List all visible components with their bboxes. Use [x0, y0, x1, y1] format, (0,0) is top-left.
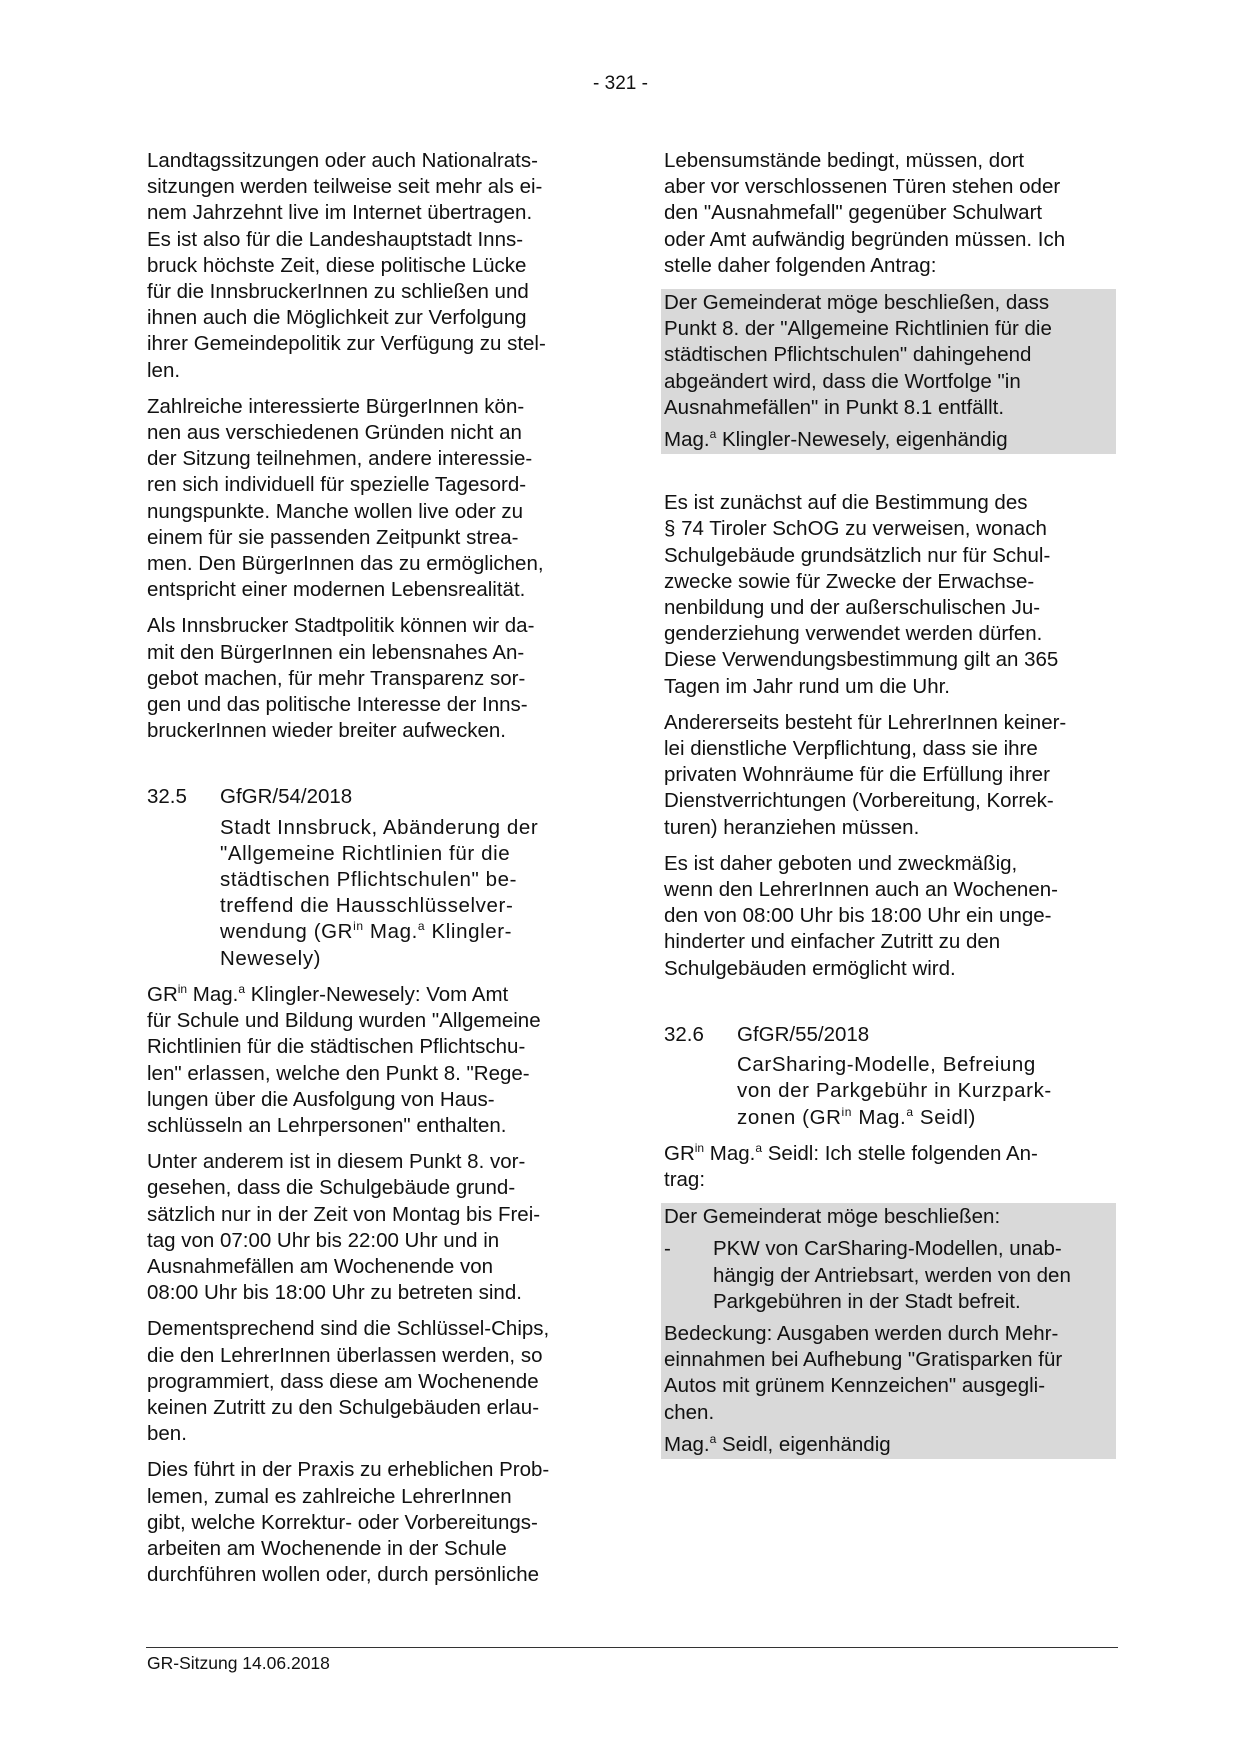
title-text: CarSharing-Modelle, Befreiung von der Parkgebühr in Kurzpark- zonen (GR [737, 1053, 1052, 1129]
footer-divider [146, 1647, 1118, 1648]
agenda-item-32-5 [147, 784, 592, 971]
motion-box [661, 289, 1116, 454]
paragraph [147, 982, 592, 1139]
paragraph: Es ist zunächst auf die Bestimmung des § 74 Tiroler SchOG zu verweisen, wonach Schulgebäude grundsätzlich nur für Schul- zwecke sowie für Zwecke der Erwachse- nenbildung und der außerschulischen Ju- genderziehung verwendet werden dürfen. Diese Verwendungsbestimmung gilt an 365 Tagen im Jahr rund um die Uhr. [664, 491, 1059, 698]
paragraph: Zahlreiche interessierte BürgerInnen kön- nen aus verschiedenen Gründen nicht an der Sitzung teilnehmen, andere interessie- ren sich individuell für spezielle Tagesord- nungspunkte. Manche wollen live oder zu einem für sie passenden Zeitpunkt strea- men. Den BürgerInnen das zu ermöglichen, entspricht einer modernen Lebensrealität. [147, 394, 544, 602]
list-item-text: PKW von CarSharing-Modellen, unab- hängig der Antriebsart, werden von den Parkgebühren in der Stadt befreit. [713, 1237, 1071, 1313]
speaker-text: GR [664, 1141, 695, 1165]
agenda-item-code: GfGR/55/2018 [737, 1022, 870, 1046]
motion-signature [664, 427, 1114, 453]
motion-intro: Der Gemeinderat möge beschließen: [664, 1205, 1001, 1229]
paragraph: Es ist daher geboten und zweckmäßig, wenn den LehrerInnen auch an Wochenen- den von 08:00 Uhr bis 18:00 Uhr ein unge- hinderter und einfacher Zutritt zu den Schulgebäuden ermöglicht wird. [664, 851, 1058, 980]
speaker-superscript: in [694, 1140, 705, 1155]
signature-text: Mag. [664, 428, 710, 452]
agenda-item-32-6 [664, 1022, 1116, 1131]
left-column [147, 148, 592, 1598]
title-text: Seidl) [913, 1105, 976, 1129]
speaker-superscript: in [177, 981, 188, 996]
motion-signature [664, 1432, 1114, 1458]
footer-text: GR-Sitzung 14.06.2018 [147, 1653, 330, 1673]
agenda-item-heading [147, 784, 592, 810]
speaker-superscript: a [755, 1140, 763, 1155]
speaker-text: Mag. [704, 1141, 756, 1165]
title-text: Mag. [363, 920, 418, 944]
page-number: - 321 - [593, 73, 648, 94]
paragraph [664, 1141, 1116, 1193]
speaker-text: Mag. [187, 982, 239, 1006]
title-superscript: a [417, 919, 426, 934]
agenda-item-title [220, 815, 592, 972]
paragraph-text: Seidl: Ich stelle folgenden An- trag: [664, 1141, 1038, 1191]
paragraph: Lebensumstände bedingt, müssen, dort aber vor verschlossenen Türen stehen oder den "Ausnahmefall" gegenüber Schulwart oder Amt aufwändig begründen müssen. Ich stelle daher folgenden Antrag: [664, 149, 1066, 277]
paragraph: Dementsprechend sind die Schlüssel-Chips, die den LehrerInnen überlassen werden, so programmiert, dass diese am Wochenende keinen Zutritt zu den Schulgebäuden erlau- ben. [147, 1317, 550, 1446]
paragraph: Unter anderem ist in diesem Punkt 8. vor- gesehen, dass die Schulgebäude grund- sätzlich nur in der Zeit von Montag bis Frei- tag von 07:00 Uhr bis 22:00 Uhr und in Ausnahmefällen am Wochenende von 08:00 Uhr bis 18:00 Uhr zu betreten sind. [147, 1150, 541, 1305]
signature-text: Klingler-Newesely, eigenhändig [716, 428, 1008, 452]
right-column [664, 148, 1116, 1469]
agenda-item-heading [664, 1022, 1116, 1048]
agenda-item-code: GfGR/54/2018 [220, 785, 353, 809]
paragraph: Als Innsbrucker Stadtpolitik können wir da- mit den BürgerInnen ein lebensnahes An- gebot machen, für mehr Transparenz sor- gen und das politische Interesse der Inns- bruckerInnen wieder breiter aufwecken. [147, 614, 535, 743]
title-superscript: in [353, 919, 364, 934]
paragraph-text: Klingler-Newesely: Vom Amt für Schule und Bildung wurden "Allgemeine Richtlinien für die städtischen Pflichtschu- len" erlassen, welche den Punkt 8. "Rege- lungen über die Ausfolgung von Haus- schlüsseln an Lehrpersonen" enthalten. [147, 982, 541, 1137]
speaker-superscript: a [238, 981, 246, 996]
signature-superscript: a [709, 1431, 717, 1446]
title-text: Mag. [852, 1105, 907, 1129]
motion-box [661, 1203, 1116, 1459]
list-dash: - [664, 1237, 671, 1261]
title-text: Klingler- Newesely) [220, 920, 513, 970]
paragraph: Landtagssitzungen oder auch Nationalrats- sitzungen werden teilweise seit mehr als ei- nem Jahrzehnt live im Internet übertragen. Es ist also für die Landeshauptstadt Inns- bruck höchste Zeit, diese politische Lücke für die InnsbruckerInnen zu schließen und ihnen auch die Möglichkeit zur Verfolgung ihrer Gemeindepolitik zur Verfügung zu stel- len. [147, 149, 546, 382]
signature-superscript: a [709, 427, 717, 442]
agenda-item-title [737, 1052, 1109, 1131]
title-superscript: a [906, 1104, 914, 1119]
agenda-item-number: 32.6 [664, 1022, 704, 1046]
motion-coverage: Bedeckung: Ausgaben werden durch Mehr- einnahmen bei Aufhebung "Gratisparken für Autos mit grünem Kennzeichen" ausgegli- chen. [664, 1321, 1063, 1424]
agenda-item-number: 32.5 [147, 785, 187, 809]
paragraph: Andererseits besteht für LehrerInnen keiner- lei dienstliche Verpflichtung, dass sie ihre privaten Wohnräume für die Erfüllung ihrer Dienstverrichtungen (Vorbereitung, Korrek- turen) heranziehen müssen. [664, 710, 1067, 839]
signature-text: Mag. [664, 1432, 710, 1456]
speaker-text: GR [147, 982, 178, 1006]
signature-text: Seidl, eigenhändig [716, 1432, 891, 1456]
title-text: Stadt Innsbruck, Abänderung der "Allgemeine Richtlinien für die städtischen Pflichtschulen" be- treffend die Hausschlüsselver- wendung (GR [220, 815, 539, 944]
title-superscript: in [841, 1104, 853, 1119]
motion-text: Der Gemeinderat möge beschließen, dass Punkt 8. der "Allgemeine Richtlinien für die städtischen Pflichtschulen" dahingehend abgeändert wird, dass die Wortfolge "in Ausnahmefällen" in Punkt 8.1 entfällt. [664, 291, 1052, 419]
paragraph: Dies führt in der Praxis zu erheblichen Prob- lemen, zumal es zahlreiche LehrerInnen gibt, welche Korrektur- oder Vorbereitungs- arbeiten am Wochenende in der Schule durchführen wollen oder, durch persönliche [147, 1458, 550, 1587]
motion-list-item [664, 1236, 1114, 1315]
